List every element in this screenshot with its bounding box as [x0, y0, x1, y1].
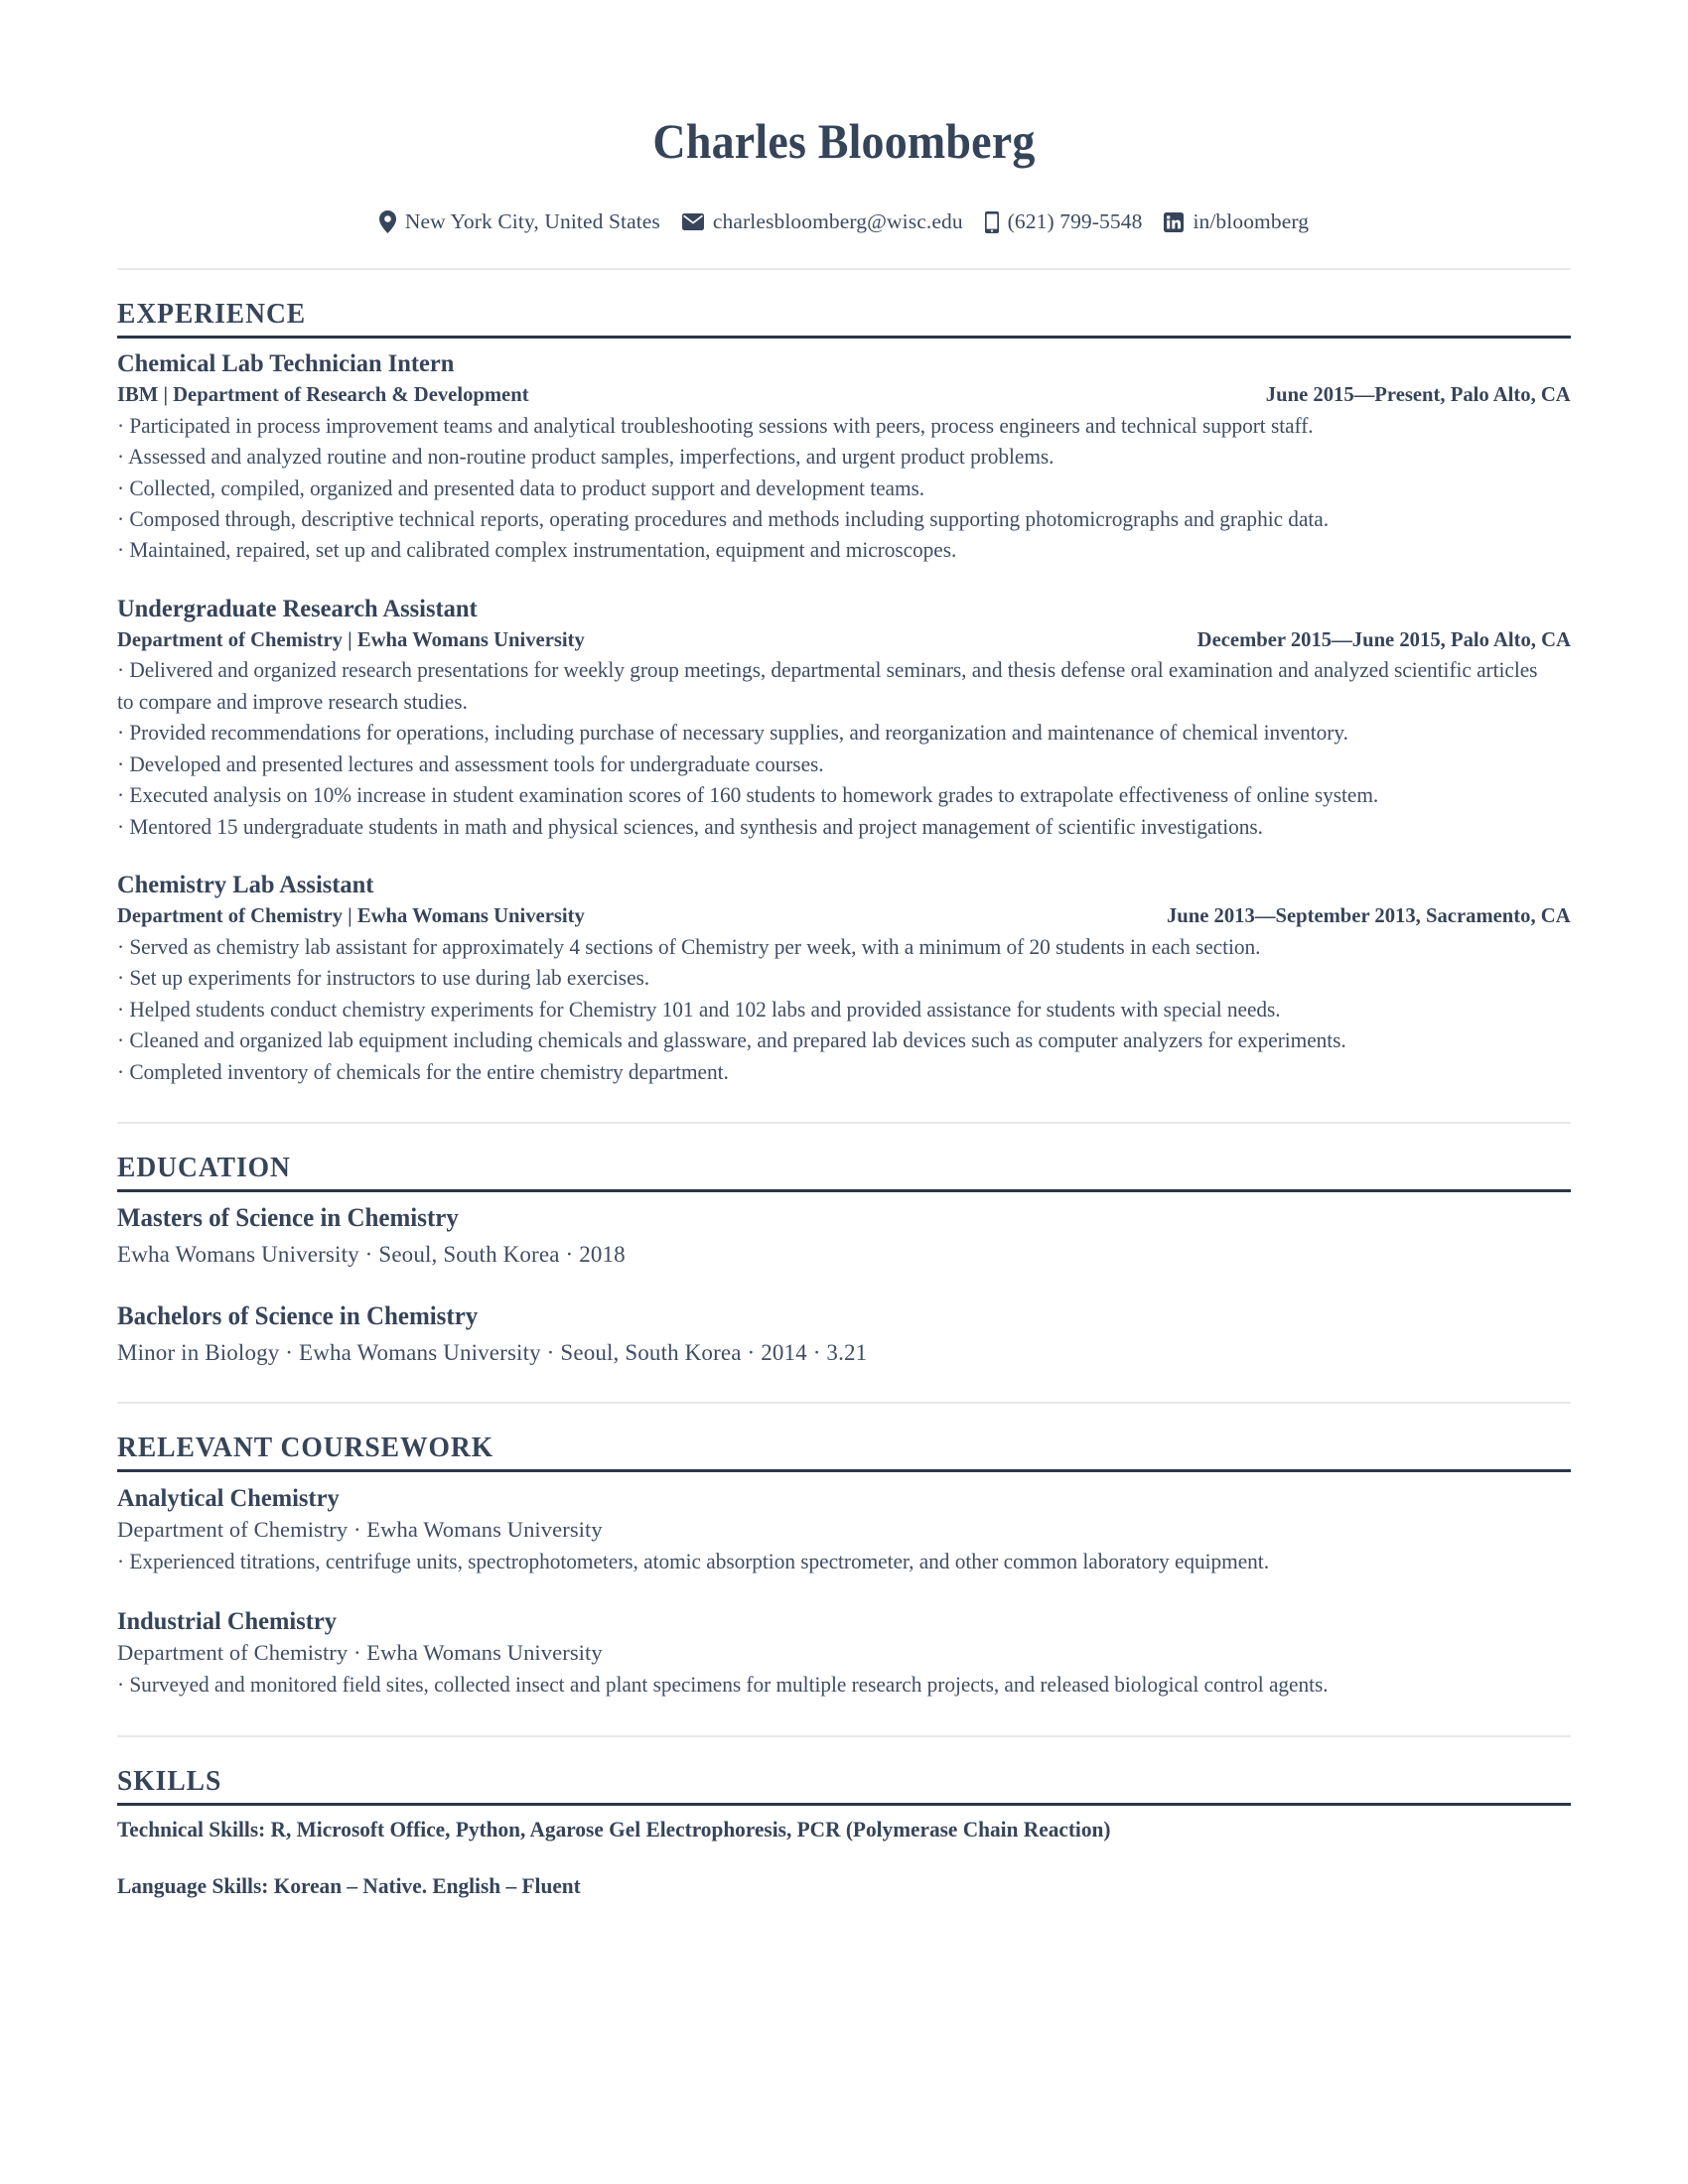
bullet-item: · Provided recommendations for operations, including purchase of necessary supplies, and reorganization and maintenance of chemical inventory. — [117, 721, 1348, 746]
coursework-entry — [117, 1604, 1571, 1702]
course-department: Department of Chemistry · Ewha Womans University — [117, 1640, 603, 1665]
experience-entry — [117, 347, 1571, 567]
contact-location-text: New York City, United States — [404, 209, 660, 233]
bullet-item: · Mentored 15 undergraduate students in math and physical sciences, and synthesis and project management of scientific investigations. — [117, 814, 1263, 839]
job-organization: Department of Chemistry | Ewha Womans University — [117, 902, 585, 927]
section-separator — [117, 268, 1571, 270]
section-education — [117, 1122, 1571, 1368]
section-rule — [117, 1469, 1571, 1472]
language-skills-line: Language Skills: Korean – Native. English – Fluent — [117, 1872, 581, 1898]
bullet-item: · Experienced titrations, centrifuge units, spectrophotometers, atomic absorption spectrometer, and other common laboratory equipment. — [117, 1550, 1269, 1574]
coursework-entry — [117, 1481, 1571, 1578]
job-bullets — [117, 932, 1571, 1088]
phone-icon — [985, 211, 999, 233]
course-department: Department of Chemistry · Ewha Womans University — [117, 1517, 603, 1543]
contact-linkedin-text: in/bloomberg — [1193, 209, 1310, 233]
bullet-item: · Participated in process improvement teams and analytical troubleshooting sessions with peers, process engineers and technical support staff. — [117, 413, 1314, 438]
technical-skills-line: Technical Skills: R, Microsoft Office, Python, Agarose Gel Electrophoresis, PCR (Polymerase Chain Reaction) — [117, 1816, 1111, 1842]
resume-header — [117, 112, 1571, 234]
degree-title: Masters of Science in Chemistry — [117, 1203, 459, 1233]
section-title-education: EDUCATION — [117, 1152, 291, 1184]
section-experience — [117, 268, 1571, 1088]
bullet-item: · Composed through, descriptive technical reports, operating procedures and methods including supporting photomicrographs and graphic data. — [117, 506, 1329, 531]
section-rule — [117, 1803, 1571, 1806]
location-pin-icon — [379, 210, 396, 233]
bullet-item: · Surveyed and monitored field sites, collected insect and plant specimens for multiple research projects, and released biological control agents. — [117, 1673, 1329, 1698]
bullet-item: · Delivered and organized research presentations for weekly group meetings, departmental seminars, and thesis defense oral examination and analyzed scientific articles to compare and improve research studies. — [117, 658, 1538, 714]
contact-phone-text: (621) 799-5548 — [1007, 209, 1143, 233]
contact-info-line — [117, 209, 1571, 234]
contact-email — [682, 209, 963, 234]
section-title-experience: EXPERIENCE — [117, 298, 307, 330]
job-bullets — [117, 411, 1571, 567]
bullet-item: · Collected, compiled, organized and presented data to product support and development teams. — [117, 476, 925, 500]
job-title: Chemistry Lab Assistant — [117, 870, 374, 899]
section-separator — [117, 1735, 1571, 1737]
job-date-location: June 2013—September 2013, Sacramento, CA — [1167, 902, 1571, 927]
education-entry — [117, 1299, 1571, 1368]
degree-details: Minor in Biology · Ewha Womans University · Seoul, South Korea · 2014 · 3.21 — [117, 1339, 868, 1365]
bullet-item: · Developed and presented lectures and assessment tools for undergraduate courses. — [117, 751, 824, 776]
section-title-skills: SKILLS — [117, 1764, 222, 1797]
job-date-location: June 2015—Present, Palo Alto, CA — [1266, 381, 1571, 406]
degree-title: Bachelors of Science in Chemistry — [117, 1301, 479, 1331]
section-rule — [117, 1189, 1571, 1192]
bullet-item: · Completed inventory of chemicals for the entire chemistry department. — [117, 1059, 729, 1084]
job-bullets — [117, 655, 1571, 843]
section-coursework — [117, 1402, 1571, 1702]
job-title: Chemical Lab Technician Intern — [117, 348, 455, 377]
section-skills — [117, 1735, 1571, 1900]
section-separator — [117, 1122, 1571, 1124]
section-title-coursework: RELEVANT COURSEWORK — [117, 1431, 494, 1463]
bullet-item: · Set up experiments for instructors to use during lab exercises. — [117, 966, 650, 991]
candidate-name: Charles Bloomberg — [652, 113, 1036, 169]
bullet-item: · Executed analysis on 10% increase in student examination scores of 160 students to homework grades to extrapolate effectiveness of online system. — [117, 783, 1379, 808]
experience-entry — [117, 593, 1571, 843]
bullet-item: · Served as chemistry lab assistant for approximately 4 sections of Chemistry per week, with a minimum of 20 students in each section. — [117, 934, 1261, 959]
course-title: Analytical Chemistry — [117, 1482, 340, 1512]
section-rule — [117, 336, 1571, 339]
job-date-location: December 2015—June 2015, Palo Alto, CA — [1196, 626, 1571, 651]
section-separator — [117, 1402, 1571, 1404]
bullet-item: · Maintained, repaired, set up and calibrated complex instrumentation, equipment and microscopes. — [117, 538, 957, 563]
linkedin-icon — [1164, 212, 1184, 232]
experience-entry — [117, 869, 1571, 1088]
envelope-icon — [682, 213, 704, 230]
contact-location — [379, 209, 660, 234]
job-meta — [117, 902, 1571, 930]
bullet-item: · Assessed and analyzed routine and non-routine product samples, imperfections, and urgent product problems. — [117, 445, 1055, 470]
bullet-item: · Helped students conduct chemistry experiments for Chemistry 101 and 102 labs and provided assistance for students with special needs. — [117, 997, 1281, 1022]
bullet-item: · Cleaned and organized lab equipment including chemicals and glassware, and prepared lab devices such as computer analyzers for experiments. — [117, 1028, 1346, 1053]
job-organization: IBM | Department of Research & Development — [117, 381, 529, 406]
contact-phone — [985, 209, 1143, 234]
education-entry — [117, 1201, 1571, 1270]
contact-linkedin — [1164, 209, 1309, 234]
degree-details: Ewha Womans University · Seoul, South Korea · 2018 — [117, 1241, 626, 1267]
contact-email-text: charlesbloomberg@wisc.edu — [712, 209, 963, 233]
job-meta — [117, 381, 1571, 409]
job-organization: Department of Chemistry | Ewha Womans University — [117, 626, 585, 651]
job-title: Undergraduate Research Assistant — [117, 593, 478, 622]
job-meta — [117, 626, 1571, 654]
course-bullets — [117, 1547, 1571, 1577]
course-bullets — [117, 1670, 1571, 1701]
course-title: Industrial Chemistry — [117, 1605, 338, 1635]
